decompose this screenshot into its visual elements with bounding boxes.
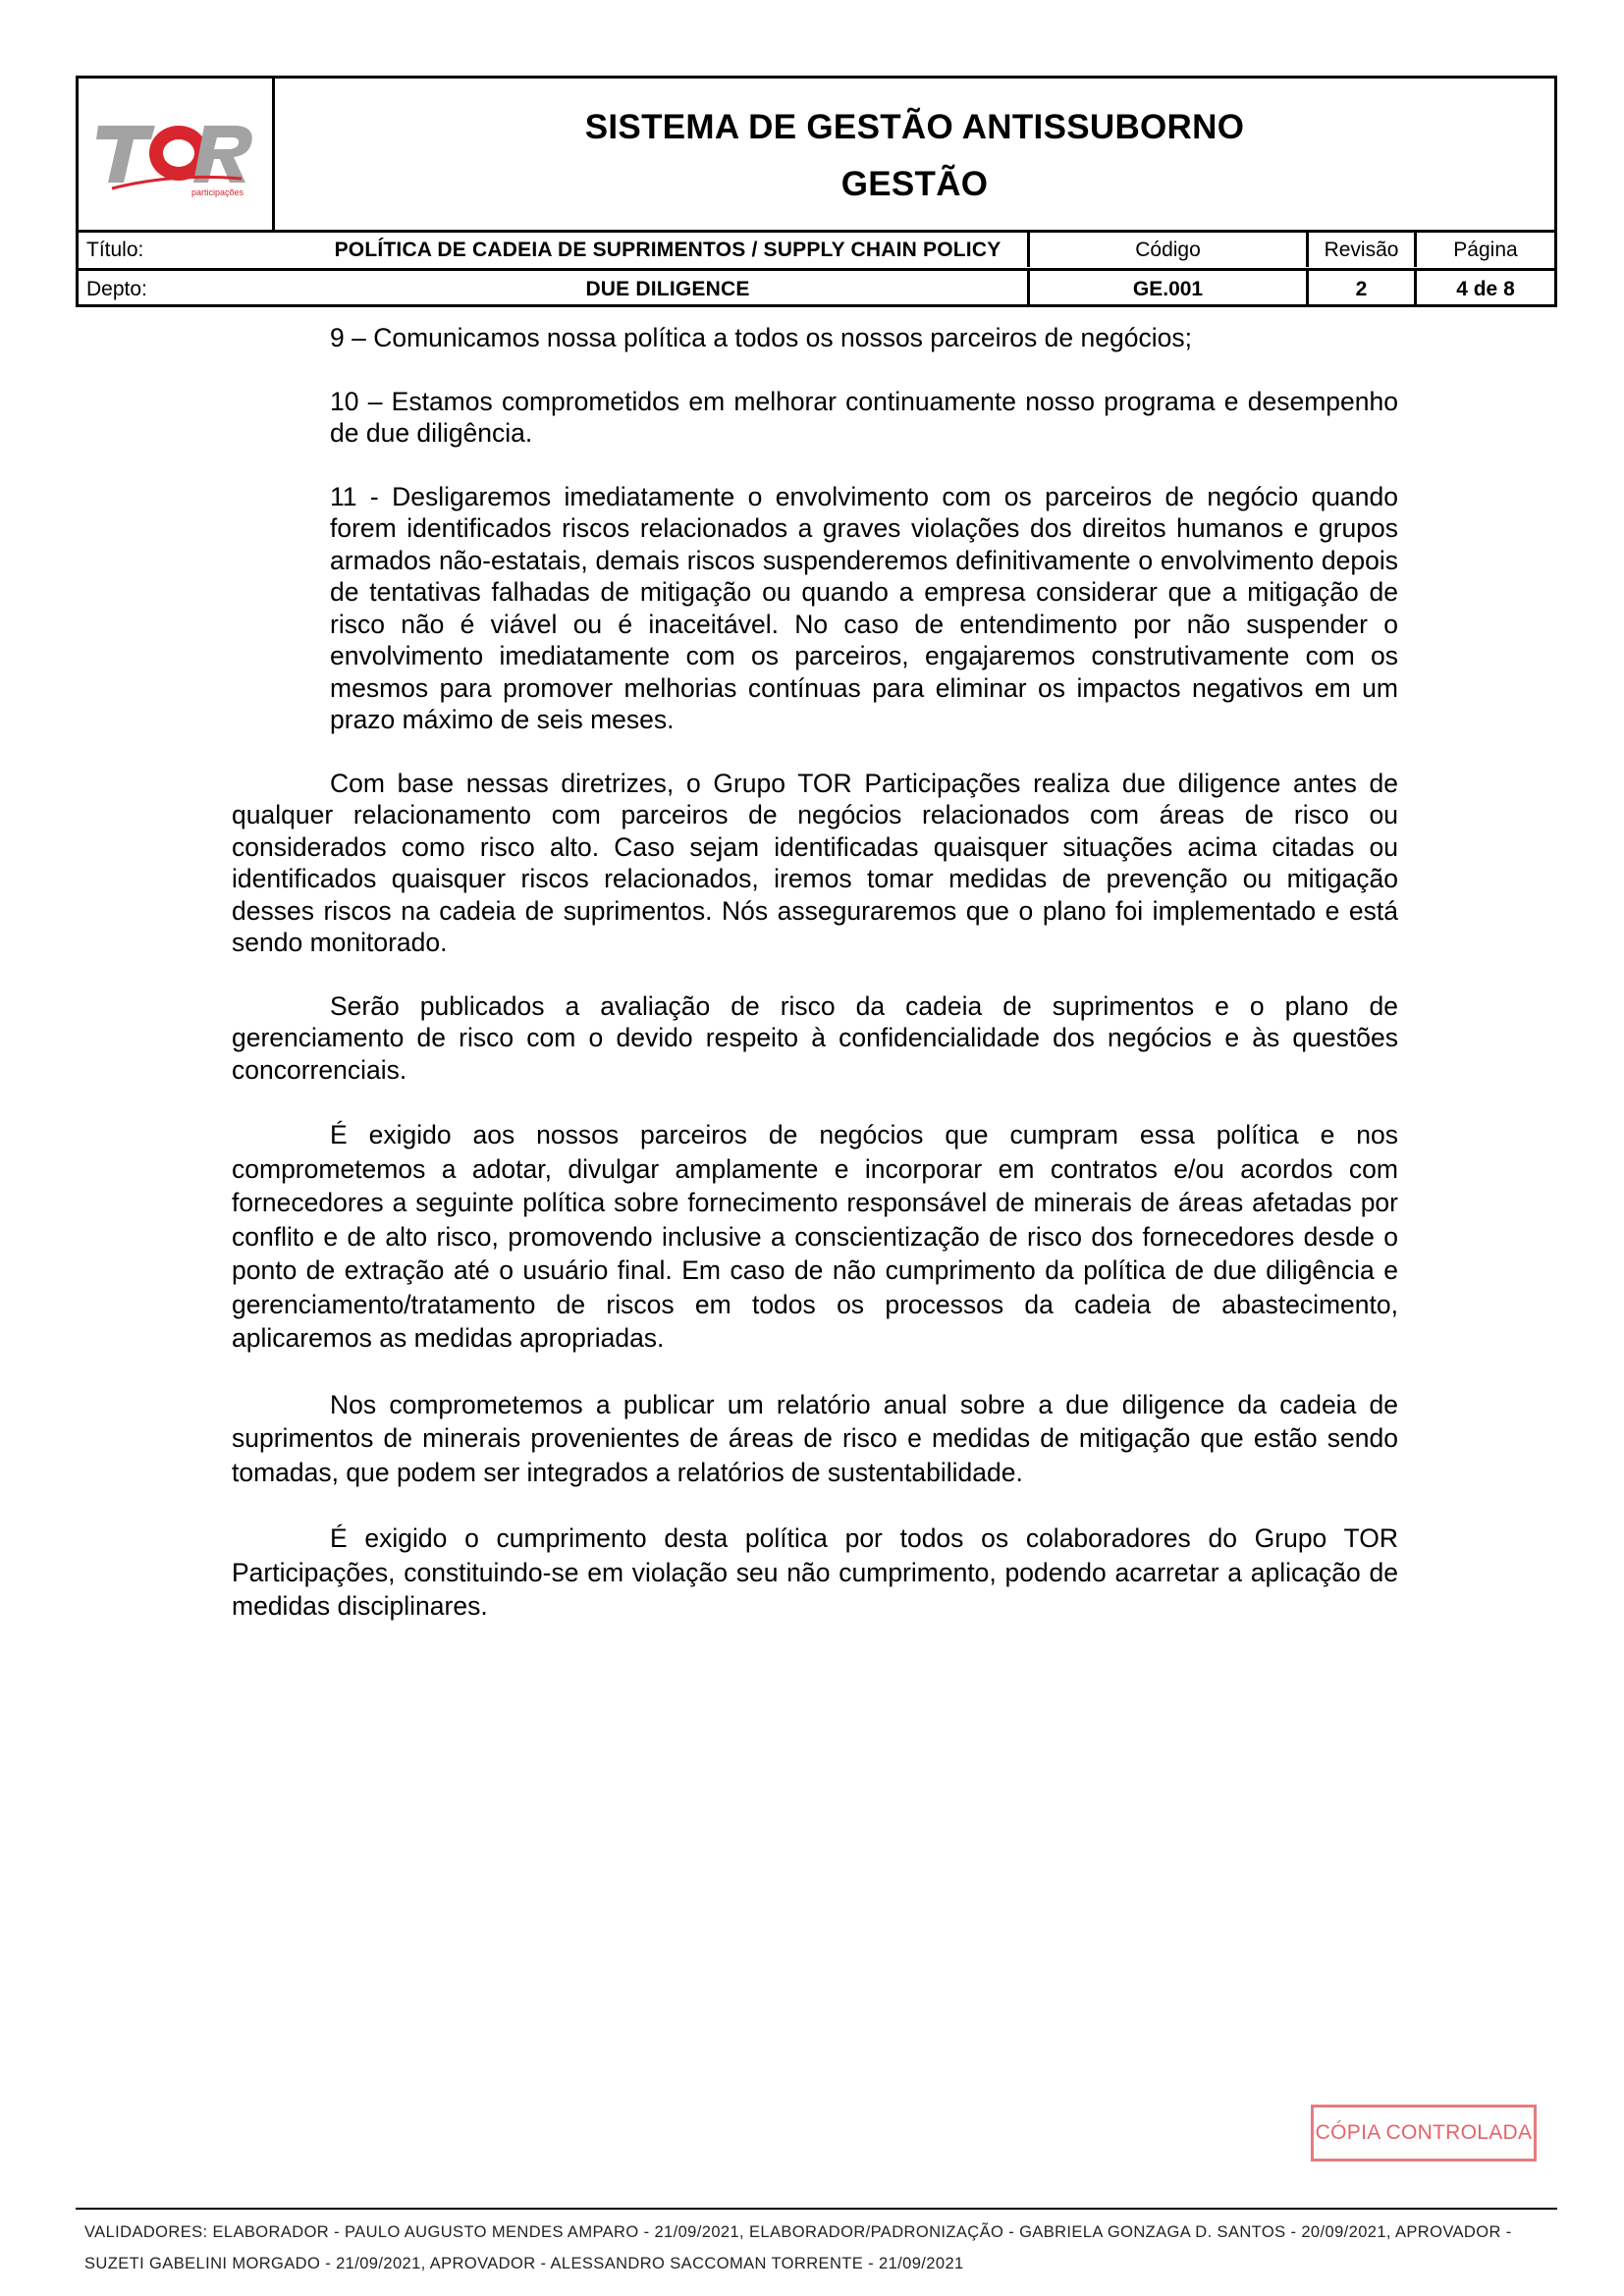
logo-cell bbox=[79, 79, 275, 233]
pagina-value: 4 de 8 bbox=[1414, 271, 1554, 307]
section-title: GESTÃO bbox=[840, 164, 989, 203]
codigo-value: GE.001 bbox=[1027, 271, 1306, 307]
depto-label: Depto: bbox=[86, 277, 147, 300]
pagina-label: Página bbox=[1414, 233, 1554, 267]
list-item-10: 10 – Estamos comprometidos em melhorar continuamente nosso programa e desempenho de due diligência. bbox=[330, 386, 1398, 448]
system-title: SISTEMA DE GESTÃO ANTISSUBORNO bbox=[584, 107, 1245, 146]
paragraph-partner-requirements: É exigido aos nossos parceiros de negócios que cumpram essa política e nos comprometemos a adotar, divulgar amplamente e incorporar em contratos e/ou acordos com fornecedores a seguinte política sobre fornecimento responsável de minerais de áreas afetadas por conflito e de alto risco, promovendo inclusive a conscientização de risco dos fornecedores desde o ponto de extração até o usuário final. Em caso de não cumprimento da política de due diligência e gerenciamento/tratamento de riscos em todos os processos da cadeia de abastecimento, aplicaremos as medidas apropriadas. bbox=[232, 1120, 1398, 1353]
paragraph-due-diligence: Com base nessas diretrizes, o Grupo TOR Participações realiza due diligence antes de qualquer relacionamento com parceiros de negócios relacionados com áreas de risco ou considerados como risco alto. Caso sejam identificadas quaisquer situações acima citadas ou identificados quaisquer riscos relacionados, iremos tomar medidas de prevenção ou mitigação desses riscos na cadeia de suprimentos. Nós asseguraremos que o plano foi implementado e está sendo monitorado. bbox=[232, 768, 1398, 957]
list-item-11: 11 - Desligaremos imediatamente o envolvimento com os parceiros de negócio quando forem identificados riscos relacionados a graves violações dos direitos humanos e grupos armados não-estatais, demais riscos suspenderemos definitivamente o envolvimento depois de tentativas falhadas de mitigação ou quando a empresa considerar que a mitigação de risco não é viável ou é inaceitável. No caso de entendimento por não suspender o envolvimento imediatamente com os parceiros, engajaremos construtivamente com os mesmos para promover melhorias contínuas para eliminar os impactos negativos em um prazo máximo de seis meses. bbox=[330, 481, 1398, 734]
revisao-value: 2 bbox=[1306, 271, 1414, 307]
controlled-copy-stamp: CÓPIA CONTROLADA bbox=[1311, 2105, 1537, 2162]
document-body bbox=[232, 322, 1398, 1624]
paragraph-risk-publication: Serão publicados a avaliação de risco da cadeia de suprimentos e o plano de gerenciamento de risco com o devido respeito à confidencialidade dos negócios e às questões concorrenciais. bbox=[232, 990, 1398, 1085]
paragraph-compliance: É exigido o cumprimento desta política por todos os colaboradores do Grupo TOR Participações, constituindo-se em violação seu não cumprimento, podendo acarretar a aplicação de medidas disciplinares. bbox=[232, 1523, 1398, 1621]
validators-line-2: SUZETI GABELINI MORGADO - 21/09/2021, APROVADOR - ALESSANDRO SACCOMAN TORRENTE - 21/09/2021 bbox=[84, 2255, 964, 2272]
depto-value: DUE DILIGENCE bbox=[585, 277, 750, 300]
validators-footer bbox=[84, 2216, 1557, 2279]
paragraph-annual-report: Nos comprometemos a publicar um relatório anual sobre a due diligence da cadeia de suprimentos de minerais provenientes de áreas de risco e medidas de mitigação que estão sendo tomadas, que podem ser integrados a relatórios de sustentabilidade. bbox=[232, 1389, 1398, 1487]
titulo-value: POLÍTICA DE CADEIA DE SUPRIMENTOS / SUPPLY CHAIN POLICY bbox=[334, 238, 1001, 261]
codigo-label: Código bbox=[1027, 233, 1306, 267]
title-cell bbox=[275, 79, 1554, 233]
tor-logo bbox=[94, 120, 256, 198]
list-item-9: 9 – Comunicamos nossa política a todos os nossos parceiros de negócios; bbox=[330, 323, 1192, 352]
footer-divider bbox=[76, 2208, 1557, 2210]
header-row-titulo bbox=[79, 230, 1554, 267]
logo-subtext: participações bbox=[190, 187, 244, 197]
document-header bbox=[76, 76, 1557, 307]
titulo-label: Título: bbox=[86, 238, 144, 261]
revisao-label: Revisão bbox=[1306, 233, 1414, 267]
header-row-depto bbox=[79, 268, 1554, 307]
validators-line-1: VALIDADORES: ELABORADOR - PAULO AUGUSTO MENDES AMPARO - 21/09/2021, ELABORADOR/PADRONIZAÇÃO - GABRIELA GONZAGA D. SANTOS - 20/09/2021, APROVADOR - bbox=[84, 2223, 1512, 2241]
